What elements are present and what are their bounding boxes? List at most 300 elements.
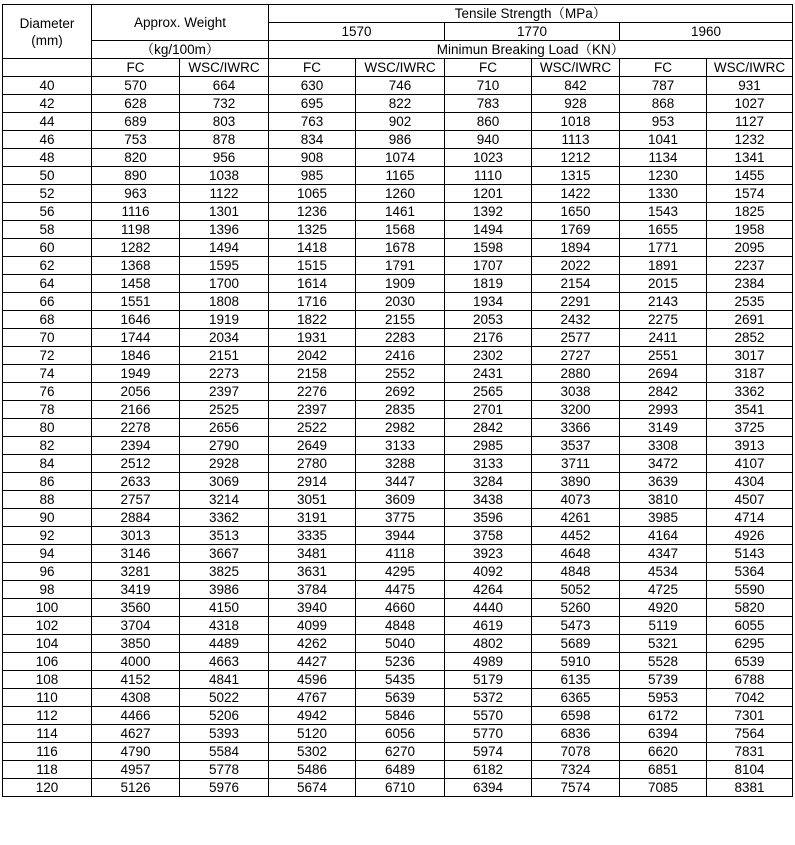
diameter-label: Diameter <box>19 15 75 31</box>
table-cell: 1301 <box>180 203 269 221</box>
table-cell: 3711 <box>532 455 620 473</box>
table-cell: 3013 <box>92 527 180 545</box>
table-cell: 1127 <box>707 113 793 131</box>
table-cell: 1038 <box>180 167 269 185</box>
table-cell: 3725 <box>707 419 793 437</box>
table-cell: 1568 <box>356 221 445 239</box>
diameter-cell: 82 <box>3 437 92 455</box>
table-cell: 2842 <box>620 383 707 401</box>
table-row <box>3 653 793 671</box>
table-cell: 4000 <box>92 653 180 671</box>
table-cell: 2551 <box>620 347 707 365</box>
table-cell: 2432 <box>532 311 620 329</box>
table-cell: 6270 <box>356 743 445 761</box>
table-cell: 2982 <box>356 419 445 437</box>
table-cell: 1678 <box>356 239 445 257</box>
table-cell: 3284 <box>445 473 532 491</box>
table-cell: 3472 <box>620 455 707 473</box>
diameter-cell: 72 <box>3 347 92 365</box>
table-row <box>3 275 793 293</box>
table-row <box>3 761 793 779</box>
table-cell: 3438 <box>445 491 532 509</box>
table-cell: 1110 <box>445 167 532 185</box>
table-cell: 1368 <box>92 257 180 275</box>
diameter-cell: 102 <box>3 617 92 635</box>
table-cell: 2985 <box>445 437 532 455</box>
table-cell: 2151 <box>180 347 269 365</box>
table-cell: 2283 <box>356 329 445 347</box>
diameter-cell: 74 <box>3 365 92 383</box>
table-cell: 3069 <box>180 473 269 491</box>
table-cell: 2727 <box>532 347 620 365</box>
table-cell: 2143 <box>620 293 707 311</box>
diameter-subheader-blank <box>3 59 92 77</box>
table-cell: 2880 <box>532 365 620 383</box>
table-row <box>3 707 793 725</box>
table-cell: 1027 <box>707 95 793 113</box>
table-cell: 1744 <box>92 329 180 347</box>
table-cell: 2928 <box>180 455 269 473</box>
table-cell: 2649 <box>269 437 356 455</box>
table-cell: 6056 <box>356 725 445 743</box>
table-cell: 4767 <box>269 689 356 707</box>
table-cell: 6394 <box>445 779 532 797</box>
table-cell: 787 <box>620 77 707 95</box>
diameter-cell: 100 <box>3 599 92 617</box>
table-row <box>3 383 793 401</box>
table-row <box>3 563 793 581</box>
table-cell: 4926 <box>707 527 793 545</box>
table-cell: 1931 <box>269 329 356 347</box>
table-cell: 1494 <box>445 221 532 239</box>
table-cell: 2656 <box>180 419 269 437</box>
table-cell: 628 <box>92 95 180 113</box>
table-cell: 4841 <box>180 671 269 689</box>
table-cell: 5689 <box>532 635 620 653</box>
table-cell: 5302 <box>269 743 356 761</box>
table-cell: 2095 <box>707 239 793 257</box>
table-cell: 2053 <box>445 311 532 329</box>
table-cell: 5820 <box>707 599 793 617</box>
table-cell: 3133 <box>445 455 532 473</box>
table-cell: 710 <box>445 77 532 95</box>
table-cell: 3913 <box>707 437 793 455</box>
table-row <box>3 257 793 275</box>
table-cell: 3362 <box>180 509 269 527</box>
table-cell: 3191 <box>269 509 356 527</box>
table-cell: 6598 <box>532 707 620 725</box>
table-cell: 3308 <box>620 437 707 455</box>
table-row <box>3 347 793 365</box>
diameter-cell: 80 <box>3 419 92 437</box>
table-cell: 3541 <box>707 401 793 419</box>
table-cell: 6489 <box>356 761 445 779</box>
table-cell: 2042 <box>269 347 356 365</box>
table-cell: 985 <box>269 167 356 185</box>
table-cell: 783 <box>445 95 532 113</box>
table-cell: 2166 <box>92 401 180 419</box>
diameter-cell: 42 <box>3 95 92 113</box>
weight-header: Approx. Weight <box>92 5 269 41</box>
table-cell: 1341 <box>707 149 793 167</box>
table-cell: 5393 <box>180 725 269 743</box>
diameter-cell: 78 <box>3 401 92 419</box>
table-row <box>3 689 793 707</box>
table-cell: 1461 <box>356 203 445 221</box>
table-cell: 6295 <box>707 635 793 653</box>
table-cell: 3775 <box>356 509 445 527</box>
table-cell: 2237 <box>707 257 793 275</box>
table-cell: 1716 <box>269 293 356 311</box>
diameter-cell: 70 <box>3 329 92 347</box>
table-cell: 6394 <box>620 725 707 743</box>
table-cell: 2692 <box>356 383 445 401</box>
table-cell: 3513 <box>180 527 269 545</box>
table-cell: 1018 <box>532 113 620 131</box>
table-cell: 2015 <box>620 275 707 293</box>
diameter-cell: 44 <box>3 113 92 131</box>
table-cell: 2022 <box>532 257 620 275</box>
table-cell: 2158 <box>269 365 356 383</box>
table-cell: 4596 <box>269 671 356 689</box>
table-cell: 931 <box>707 77 793 95</box>
table-cell: 3850 <box>92 635 180 653</box>
table-cell: 2852 <box>707 329 793 347</box>
table-cell: 4534 <box>620 563 707 581</box>
table-cell: 4452 <box>532 527 620 545</box>
table-row <box>3 779 793 797</box>
table-cell: 4802 <box>445 635 532 653</box>
table-cell: 3281 <box>92 563 180 581</box>
table-cell: 2691 <box>707 311 793 329</box>
table-cell: 1598 <box>445 239 532 257</box>
table-cell: 2030 <box>356 293 445 311</box>
table-cell: 2302 <box>445 347 532 365</box>
table-cell: 1260 <box>356 185 445 203</box>
diameter-cell: 98 <box>3 581 92 599</box>
table-cell: 1315 <box>532 167 620 185</box>
table-cell: 4489 <box>180 635 269 653</box>
table-cell: 5372 <box>445 689 532 707</box>
table-cell: 4648 <box>532 545 620 563</box>
table-cell: 1819 <box>445 275 532 293</box>
table-cell: 4942 <box>269 707 356 725</box>
table-row <box>3 77 793 95</box>
table-cell: 5473 <box>532 617 620 635</box>
table-cell: 2416 <box>356 347 445 365</box>
table-cell: 5052 <box>532 581 620 599</box>
table-cell: 5040 <box>356 635 445 653</box>
table-cell: 4295 <box>356 563 445 581</box>
tensile-strength-header: Tensile Strength（MPa） <box>269 5 793 23</box>
table-row <box>3 131 793 149</box>
table-cell: 834 <box>269 131 356 149</box>
table-cell: 695 <box>269 95 356 113</box>
table-cell: 1891 <box>620 257 707 275</box>
table-cell: 4099 <box>269 617 356 635</box>
table-cell: 5846 <box>356 707 445 725</box>
table-cell: 4264 <box>445 581 532 599</box>
grade-1570-header: 1570 <box>269 23 445 41</box>
1960-wsc-subheader: WSC/IWRC <box>707 59 793 77</box>
table-cell: 1934 <box>445 293 532 311</box>
table-cell: 6851 <box>620 761 707 779</box>
table-cell: 3890 <box>532 473 620 491</box>
table-cell: 3419 <box>92 581 180 599</box>
table-cell: 3667 <box>180 545 269 563</box>
table-row <box>3 491 793 509</box>
diameter-cell: 76 <box>3 383 92 401</box>
table-row <box>3 329 793 347</box>
table-cell: 2993 <box>620 401 707 419</box>
table-cell: 4663 <box>180 653 269 671</box>
table-cell: 1134 <box>620 149 707 167</box>
table-cell: 4957 <box>92 761 180 779</box>
table-cell: 3017 <box>707 347 793 365</box>
table-cell: 6788 <box>707 671 793 689</box>
table-cell: 2522 <box>269 419 356 437</box>
table-cell: 2577 <box>532 329 620 347</box>
table-cell: 1894 <box>532 239 620 257</box>
table-cell: 4261 <box>532 509 620 527</box>
table-cell: 8104 <box>707 761 793 779</box>
table-cell: 5974 <box>445 743 532 761</box>
table-cell: 860 <box>445 113 532 131</box>
table-cell: 1494 <box>180 239 269 257</box>
table-cell: 4347 <box>620 545 707 563</box>
table-cell: 4152 <box>92 671 180 689</box>
table-cell: 2780 <box>269 455 356 473</box>
table-cell: 3146 <box>92 545 180 563</box>
table-cell: 1825 <box>707 203 793 221</box>
table-cell: 1949 <box>92 365 180 383</box>
table-cell: 1422 <box>532 185 620 203</box>
table-row <box>3 167 793 185</box>
diameter-cell: 86 <box>3 473 92 491</box>
table-cell: 3596 <box>445 509 532 527</box>
diameter-cell: 60 <box>3 239 92 257</box>
table-cell: 2034 <box>180 329 269 347</box>
table-cell: 6365 <box>532 689 620 707</box>
table-cell: 2914 <box>269 473 356 491</box>
table-cell: 1041 <box>620 131 707 149</box>
diameter-cell: 108 <box>3 671 92 689</box>
table-cell: 7564 <box>707 725 793 743</box>
table-cell: 4848 <box>532 563 620 581</box>
table-cell: 963 <box>92 185 180 203</box>
diameter-cell: 114 <box>3 725 92 743</box>
table-cell: 7301 <box>707 707 793 725</box>
diameter-cell: 62 <box>3 257 92 275</box>
1770-fc-subheader: FC <box>445 59 532 77</box>
table-cell: 2384 <box>707 275 793 293</box>
table-row <box>3 581 793 599</box>
table-cell: 6182 <box>445 761 532 779</box>
table-cell: 6135 <box>532 671 620 689</box>
table-cell: 6620 <box>620 743 707 761</box>
table-cell: 2552 <box>356 365 445 383</box>
diameter-cell: 92 <box>3 527 92 545</box>
table-cell: 3944 <box>356 527 445 545</box>
table-cell: 4150 <box>180 599 269 617</box>
table-cell: 5674 <box>269 779 356 797</box>
table-cell: 3366 <box>532 419 620 437</box>
table-cell: 7831 <box>707 743 793 761</box>
table-row <box>3 311 793 329</box>
table-row <box>3 365 793 383</box>
table-cell: 5206 <box>180 707 269 725</box>
table-row <box>3 455 793 473</box>
table-cell: 5570 <box>445 707 532 725</box>
table-cell: 4073 <box>532 491 620 509</box>
table-cell: 5910 <box>532 653 620 671</box>
table-row <box>3 473 793 491</box>
table-cell: 1065 <box>269 185 356 203</box>
table-cell: 2278 <box>92 419 180 437</box>
table-cell: 4627 <box>92 725 180 743</box>
table-cell: 1122 <box>180 185 269 203</box>
table-cell: 3758 <box>445 527 532 545</box>
table-cell: 822 <box>356 95 445 113</box>
table-row <box>3 221 793 239</box>
diameter-cell: 88 <box>3 491 92 509</box>
table-cell: 2394 <box>92 437 180 455</box>
table-cell: 890 <box>92 167 180 185</box>
table-cell: 1614 <box>269 275 356 293</box>
table-cell: 3335 <box>269 527 356 545</box>
table-cell: 4118 <box>356 545 445 563</box>
table-cell: 8381 <box>707 779 793 797</box>
diameter-cell: 48 <box>3 149 92 167</box>
table-cell: 4304 <box>707 473 793 491</box>
table-cell: 3362 <box>707 383 793 401</box>
table-cell: 1392 <box>445 203 532 221</box>
table-row <box>3 527 793 545</box>
table-cell: 4790 <box>92 743 180 761</box>
table-cell: 1646 <box>92 311 180 329</box>
table-cell: 2276 <box>269 383 356 401</box>
table-cell: 6836 <box>532 725 620 743</box>
table-cell: 7042 <box>707 689 793 707</box>
table-cell: 1700 <box>180 275 269 293</box>
1570-fc-subheader: FC <box>269 59 356 77</box>
table-cell: 1822 <box>269 311 356 329</box>
table-cell: 4092 <box>445 563 532 581</box>
table-cell: 5976 <box>180 779 269 797</box>
table-cell: 753 <box>92 131 180 149</box>
table-cell: 1212 <box>532 149 620 167</box>
1570-wsc-subheader: WSC/IWRC <box>356 59 445 77</box>
table-cell: 1958 <box>707 221 793 239</box>
table-cell: 6172 <box>620 707 707 725</box>
table-cell: 1515 <box>269 257 356 275</box>
table-cell: 5126 <box>92 779 180 797</box>
table-cell: 4466 <box>92 707 180 725</box>
diameter-cell: 64 <box>3 275 92 293</box>
table-cell: 763 <box>269 113 356 131</box>
table-cell: 7324 <box>532 761 620 779</box>
table-cell: 7078 <box>532 743 620 761</box>
diameter-cell: 110 <box>3 689 92 707</box>
table-cell: 2790 <box>180 437 269 455</box>
table-cell: 4725 <box>620 581 707 599</box>
table-cell: 3149 <box>620 419 707 437</box>
table-cell: 3200 <box>532 401 620 419</box>
weight-fc-subheader: FC <box>92 59 180 77</box>
table-cell: 5120 <box>269 725 356 743</box>
diameter-cell: 90 <box>3 509 92 527</box>
table-cell: 4427 <box>269 653 356 671</box>
table-cell: 908 <box>269 149 356 167</box>
weight-wsc-subheader: WSC/IWRC <box>180 59 269 77</box>
table-cell: 902 <box>356 113 445 131</box>
table-cell: 986 <box>356 131 445 149</box>
table-cell: 1282 <box>92 239 180 257</box>
table-cell: 3481 <box>269 545 356 563</box>
table-cell: 1230 <box>620 167 707 185</box>
table-cell: 630 <box>269 77 356 95</box>
diameter-cell: 120 <box>3 779 92 797</box>
table-cell: 2535 <box>707 293 793 311</box>
table-cell: 4619 <box>445 617 532 635</box>
table-cell: 5236 <box>356 653 445 671</box>
table-cell: 956 <box>180 149 269 167</box>
table-cell: 3537 <box>532 437 620 455</box>
table-cell: 3986 <box>180 581 269 599</box>
table-cell: 5119 <box>620 617 707 635</box>
table-row <box>3 509 793 527</box>
diameter-cell: 52 <box>3 185 92 203</box>
table-cell: 4714 <box>707 509 793 527</box>
table-cell: 732 <box>180 95 269 113</box>
table-cell: 6055 <box>707 617 793 635</box>
table-row <box>3 203 793 221</box>
table-cell: 2565 <box>445 383 532 401</box>
table-cell: 1074 <box>356 149 445 167</box>
table-cell: 2757 <box>92 491 180 509</box>
table-cell: 5953 <box>620 689 707 707</box>
table-cell: 5143 <box>707 545 793 563</box>
table-cell: 1330 <box>620 185 707 203</box>
table-cell: 7085 <box>620 779 707 797</box>
table-cell: 1909 <box>356 275 445 293</box>
table-cell: 1771 <box>620 239 707 257</box>
table-cell: 803 <box>180 113 269 131</box>
table-row <box>3 95 793 113</box>
table-cell: 3923 <box>445 545 532 563</box>
table-cell: 5639 <box>356 689 445 707</box>
table-cell: 5179 <box>445 671 532 689</box>
table-cell: 3214 <box>180 491 269 509</box>
table-row <box>3 149 793 167</box>
diameter-cell: 112 <box>3 707 92 725</box>
grade-1770-header: 1770 <box>445 23 620 41</box>
diameter-cell: 104 <box>3 635 92 653</box>
table-cell: 5584 <box>180 743 269 761</box>
table-cell: 2397 <box>269 401 356 419</box>
table-cell: 3288 <box>356 455 445 473</box>
diameter-cell: 106 <box>3 653 92 671</box>
table-cell: 820 <box>92 149 180 167</box>
diameter-cell: 46 <box>3 131 92 149</box>
table-cell: 928 <box>532 95 620 113</box>
table-cell: 4660 <box>356 599 445 617</box>
table-cell: 953 <box>620 113 707 131</box>
table-cell: 5260 <box>532 599 620 617</box>
table-row <box>3 617 793 635</box>
breaking-load-header: Minimun Breaking Load（KN） <box>269 41 793 59</box>
diameter-unit: (mm) <box>31 32 63 48</box>
